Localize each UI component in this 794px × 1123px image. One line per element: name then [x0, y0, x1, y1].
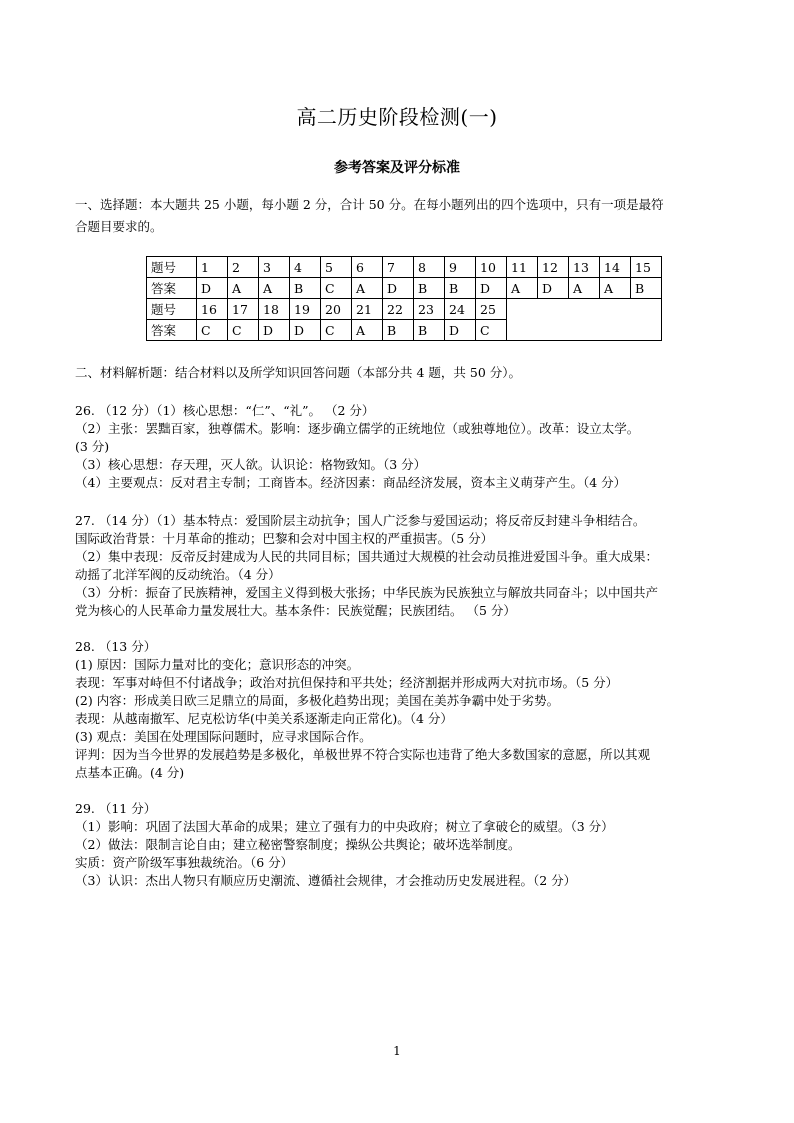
table-cell-answer: C [321, 320, 352, 341]
q26-line1: 26. （12 分）（1）核心思想：“仁”、“礼”。 （2 分） [75, 403, 375, 418]
q28-line4: (2) 内容：形成美日欧三足鼎立的局面，多极化趋势出现；美国在美苏争霸中处于劣势。 [75, 693, 560, 708]
table-row-answers-1 [147, 278, 662, 299]
table-cell-answer: C [321, 278, 352, 299]
table-cell-answer: A [569, 278, 600, 299]
table-cell-answer: C [228, 320, 259, 341]
table-cell-number: 25 [476, 299, 507, 320]
table-cell-answer: D [445, 320, 476, 341]
answer-table [146, 256, 662, 341]
table-cell-answer: D [259, 320, 290, 341]
table-cell-answer: A [228, 278, 259, 299]
table-cell-number: 23 [414, 299, 445, 320]
table-cell-number: 10 [476, 257, 507, 278]
section1-line1: 一、选择题：本大题共 25 小题，每小题 2 分，合计 50 分。在每小题列出的四个选项中，只有一项是最符 [75, 197, 664, 212]
table-cell-number: 5 [321, 257, 352, 278]
table-cell-number: 11 [507, 257, 538, 278]
table-cell-answer: C [197, 320, 228, 341]
table-cell-label: 题号 [147, 299, 197, 320]
table-cell-number: 12 [538, 257, 569, 278]
table-cell-answer: D [197, 278, 228, 299]
q29-line1: 29. （11 分） [75, 801, 157, 816]
table-empty-cell [507, 299, 662, 341]
section1-line2: 合题目要求的。 [75, 219, 163, 234]
q28-line7: 评判：因为当今世界的发展趋势是多极化，单极世界不符合实际也违背了绝大多数国家的意愿，所以其观 [75, 747, 651, 762]
table-cell-answer: A [259, 278, 290, 299]
table-cell-answer: B [383, 320, 414, 341]
table-cell-number: 13 [569, 257, 600, 278]
table-cell-number: 6 [352, 257, 383, 278]
q28-line6: (3) 观点：美国在处理国际问题时，应寻求国际合作。 [75, 729, 372, 744]
q27-line6: 党为核心的人民革命力量发展壮大。基本条件：民族觉醒；民族团结。 （5 分） [75, 603, 516, 618]
table-cell-number: 15 [631, 257, 662, 278]
q27-line5: （3）分析：振奋了民族精神，爱国主义得到极大张扬；中华民族为民族独立与解放共同奋斗；以中国共产 [75, 585, 658, 600]
table-cell-answer: B [445, 278, 476, 299]
page-number: 1 [393, 1044, 401, 1058]
table-cell-number: 19 [290, 299, 321, 320]
table-row-numbers-2 [147, 299, 662, 320]
table-cell-number: 21 [352, 299, 383, 320]
q27-line3: （2）集中表现：反帝反封建成为人民的共同目标；国共通过大规模的社会动员推进爱国斗争。重大成果： [75, 549, 658, 564]
q28-line8: 点基本正确。(4 分) [75, 765, 185, 780]
table-cell-answer: B [290, 278, 321, 299]
q27-line2: 国际政治背景：十月革命的推动；巴黎和会对中国主权的严重损害。（5 分） [75, 531, 494, 546]
table-cell-number: 14 [600, 257, 631, 278]
table-cell-answer: D [290, 320, 321, 341]
table-cell-answer: C [476, 320, 507, 341]
q29-line2: （1）影响：巩固了法国大革命的成果；建立了强有力的中央政府；树立了拿破仑的威望。（3 分） [75, 819, 614, 834]
q26-line4: （3）核心思想：存天理，灭人欲。认识论：格物致知。（3 分） [75, 457, 427, 472]
table-cell-number: 8 [414, 257, 445, 278]
section2-heading: 二、材料解析题：结合材料以及所学知识回答问题（本部分共 4 题，共 50 分）。 [75, 365, 522, 380]
table-cell-number: 3 [259, 257, 290, 278]
page-title: 高二历史阶段检测(一) [296, 105, 498, 129]
q29-line3: （2）做法：限制言论自由；建立秘密警察制度；操纵公共舆论；破坏选举制度。 [75, 837, 521, 852]
table-cell-answer: A [507, 278, 538, 299]
q29-line5: （3）认识：杰出人物只有顺应历史潮流、遵循社会规律，才会推动历史发展进程。（2 分） [75, 873, 577, 888]
table-cell-number: 1 [197, 257, 228, 278]
table-cell-answer: A [600, 278, 631, 299]
q26-line3: (3 分) [75, 439, 110, 454]
table-cell-number: 20 [321, 299, 352, 320]
q28-line3: 表现：军事对峙但不付诸战争；政治对抗但保持和平共处；经济割据并形成两大对抗市场。（5 分） [75, 675, 619, 690]
table-cell-label: 题号 [147, 257, 197, 278]
q27-line1: 27. （14 分）（1）基本特点：爱国阶层主动抗争；国人广泛参与爱国运动；将反帝反封建斗争相结合。 [75, 513, 646, 528]
table-cell-number: 22 [383, 299, 414, 320]
q26-line5: （4）主要观点：反对君主专制；工商皆本。经济因素：商品经济发展，资本主义萌芽产生。（4 分） [75, 475, 627, 490]
q29-line4: 实质：资产阶级军事独裁统治。（6 分） [75, 855, 294, 870]
q28-line1: 28. （13 分） [75, 639, 157, 654]
table-cell-answer: D [383, 278, 414, 299]
table-cell-answer: D [538, 278, 569, 299]
table-cell-label: 答案 [147, 320, 197, 341]
table-cell-label: 答案 [147, 278, 197, 299]
page-subtitle: 参考答案及评分标准 [334, 160, 460, 176]
q27-line4: 动摇了北洋军阀的反动统治。（4 分） [75, 567, 281, 582]
table-cell-number: 7 [383, 257, 414, 278]
table-cell-number: 9 [445, 257, 476, 278]
table-cell-answer: B [414, 278, 445, 299]
q26-line2: （2）主张：罢黜百家，独尊儒术。影响：逐步确立儒学的正统地位（或独尊地位）。改革：设立太学。 [75, 421, 640, 436]
table-cell-number: 4 [290, 257, 321, 278]
q28-line5: 表现：从越南撤军、尼克松访华(中美关系逐渐走向正常化)。（4 分） [75, 711, 453, 726]
table-cell-answer: B [414, 320, 445, 341]
table-cell-answer: A [352, 320, 383, 341]
table-cell-answer: A [352, 278, 383, 299]
table-row-numbers-1 [147, 257, 662, 278]
table-cell-number: 24 [445, 299, 476, 320]
table-cell-number: 18 [259, 299, 290, 320]
table-cell-number: 2 [228, 257, 259, 278]
table-cell-number: 17 [228, 299, 259, 320]
table-cell-answer: B [631, 278, 662, 299]
q28-line2: (1) 原因：国际力量对比的变化；意识形态的冲突。 [75, 657, 360, 672]
table-cell-number: 16 [197, 299, 228, 320]
table-cell-answer: D [476, 278, 507, 299]
